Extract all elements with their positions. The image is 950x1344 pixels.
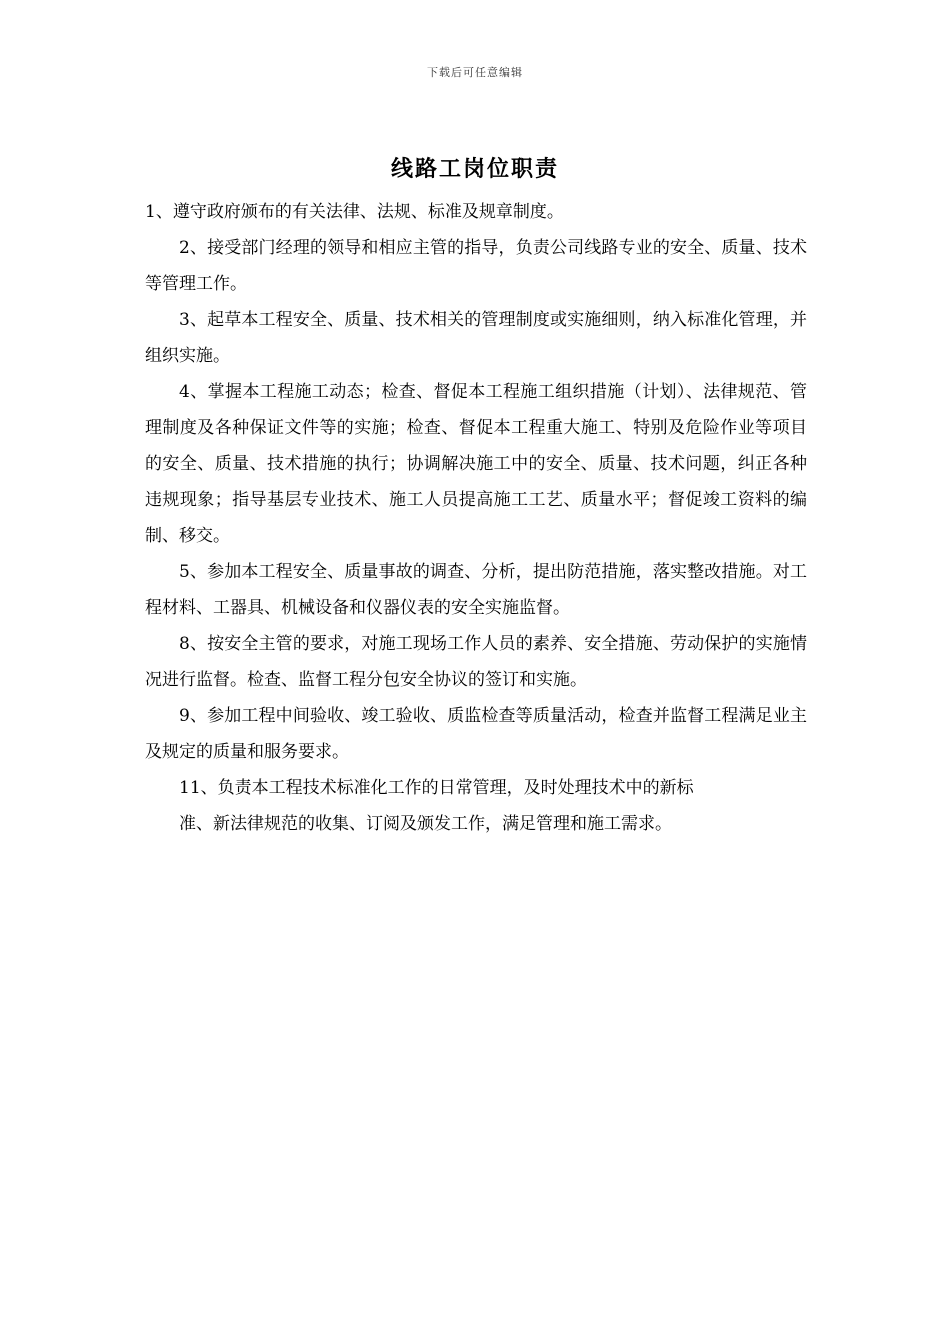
paragraph-8: 8、按安全主管的要求，对施工现场工作人员的素养、安全措施、劳动保护的实施情况进行监督。检查、监督工程分包安全协议的签订和实施。: [145, 634, 807, 690]
paragraph-1: 1、遵守政府颁布的有关法律、法规、标准及规章制度。: [145, 202, 564, 222]
paragraph-9: 9、参加工程中间验收、竣工验收、质监检查等质量活动，检查并监督工程满足业主及规定的质量和服务要求。: [145, 706, 807, 762]
paragraph-4: 4、掌握本工程施工动态；检查、督促本工程施工组织措施（计划）、法律规范、管理制度及各种保证文件等的实施；检查、督促本工程重大施工、特别及危险作业等项目的安全、质量、技术措施的执行；协调解决施工中的安全、质量、技术问题，纠正各种违规现象；指导基层专业技术、施工人员提高施工工艺、质量水平；督促竣工资料的编制、移交。: [145, 382, 807, 546]
paragraph-5: 5、参加本工程安全、质量事故的调查、分析，提出防范措施，落实整改措施。对工程材料、工器具、机械设备和仪器仪表的安全实施监督。: [145, 562, 807, 618]
document-body: [145, 194, 807, 842]
paragraph-11: [145, 770, 745, 842]
document-title: 线路工岗位职责: [390, 156, 559, 182]
header-note: 下载后可任意编辑: [427, 66, 523, 79]
paragraph-11-line-1: 11、负责本工程技术标准化工作的日常管理，及时处理技术中的新标: [179, 778, 694, 798]
paragraph-2: 2、接受部门经理的领导和相应主管的指导，负责公司线路专业的安全、质量、技术等管理工作。: [145, 238, 807, 294]
paragraph-3: 3、起草本工程安全、质量、技术相关的管理制度或实施细则，纳入标准化管理，并组织实施。: [145, 310, 807, 366]
paragraph-11-line-2: 准、新法律规范的收集、订阅及颁发工作，满足管理和施工需求。: [179, 814, 672, 834]
